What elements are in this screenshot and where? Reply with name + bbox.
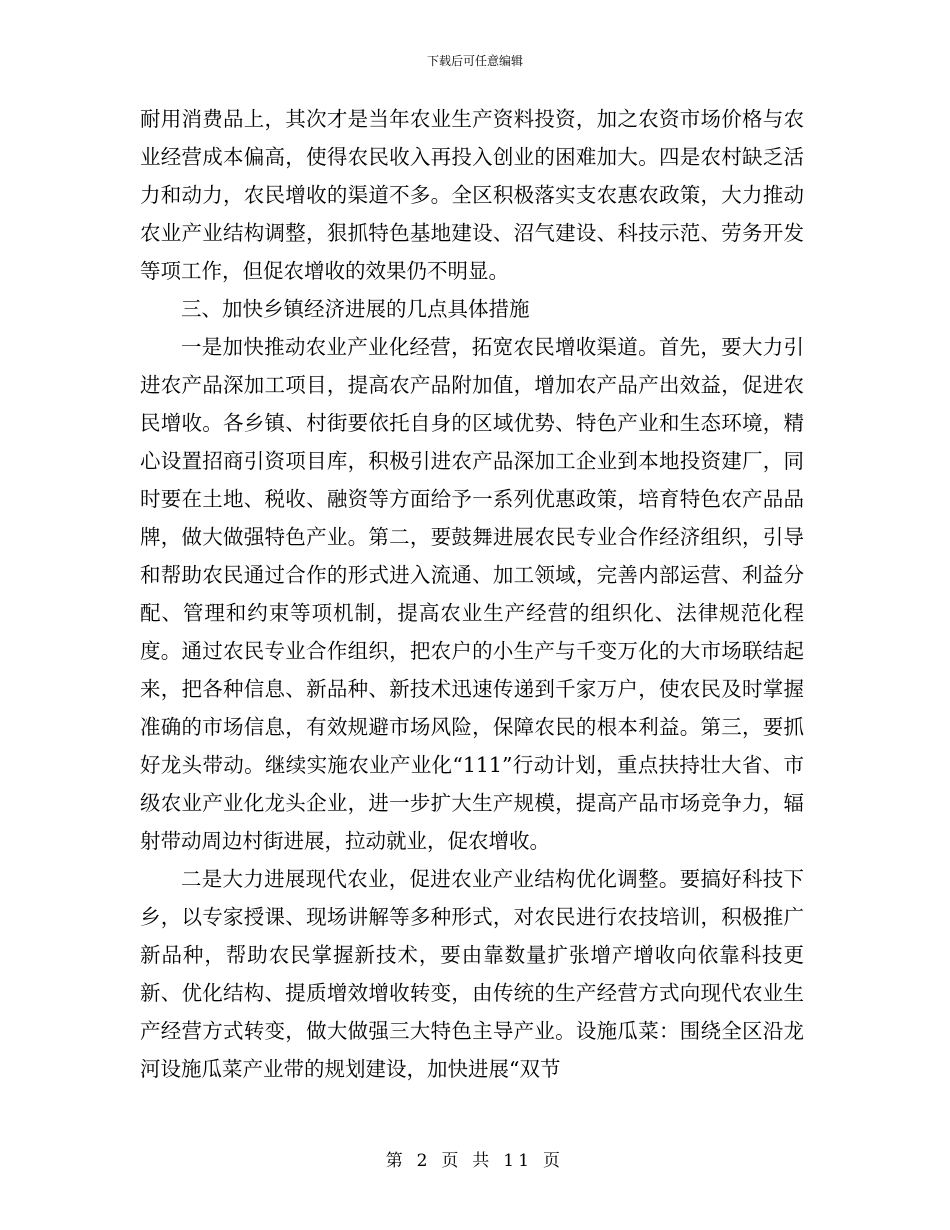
paragraph-measure-one: 一是加快推动农业产业化经营，拓宽农民增收渠道。首先，要大力引进农产品深加工项目，提高农产品附加值，增加农产品产出效益，促进农民增收。各乡镇、村街要依托自身的区域优势、特色产业和生态环境，精心设置招商引资项目库，积极引进农产品深加工企业到本地投资建厂，同时要在土地、税收、融资等方面给予一系列优惠政策，培育特色农产品品牌，做大做强特色产业。第二，要鼓舞进展农民专业合作经济组织，引导和帮助农民通过合作的形式进入流通、加工领域，完善内部运营、利益分配、管理和约束等项机制，提高农业生产经营的组织化、法律规范化程度。通过农民专业合作组织，把农户的小生产与千变万化的大市场联结起来，把各种信息、新品种、新技术迅速传递到千家万户，使农民及时掌握准确的市场信息，有效规避市场风险，保障农民的根本利益。第三，要抓好龙头带动。继续实施农业产业化“111”行动计划，重点扶持壮大省、市级农业产业化龙头企业，进一步扩大生产规模，提高产品市场竞争力，辐射带动周边村街进展，拉动就业，促农增收。	[140, 335, 804, 853]
document-body	[140, 100, 804, 1088]
paragraph-measure-two: 二是大力进展现代农业，促进农业产业结构优化调整。要搞好科技下乡，以专家授课、现场讲解等多种形式，对农民进行农技培训，积极推广新品种，帮助农民掌握新技术，要由靠数量扩张增产增收向依靠科技更新、优化结构、提质增效增收转变，由传统的生产经营方式向现代农业生产经营方式转变，做大做强三大特色主导产业。设施瓜菜：围绕全区沿龙河设施瓜菜产业带的规划建设，加快进展“双节	[140, 867, 804, 1081]
page-header-note: 下载后可任意编辑	[426, 54, 523, 68]
paragraph-continuation: 耐用消费品上，其次才是当年农业生产资料投资，加之农资市场价格与农业经营成本偏高，使得农民收入再投入创业的困难加大。四是农村缺乏活力和动力，农民增收的渠道不多。全区积极落实支农惠农政策，大力推动农业产业结构调整，狠抓特色基地建设、沼气建设、科技示范、劳务开发等项工作，但促农增收的效果仍不明显。	[140, 107, 804, 283]
page-number: 第 2 页 共 11 页	[385, 1151, 565, 1171]
section-heading: 三、加快乡镇经济进展的几点具体措施	[181, 297, 530, 321]
